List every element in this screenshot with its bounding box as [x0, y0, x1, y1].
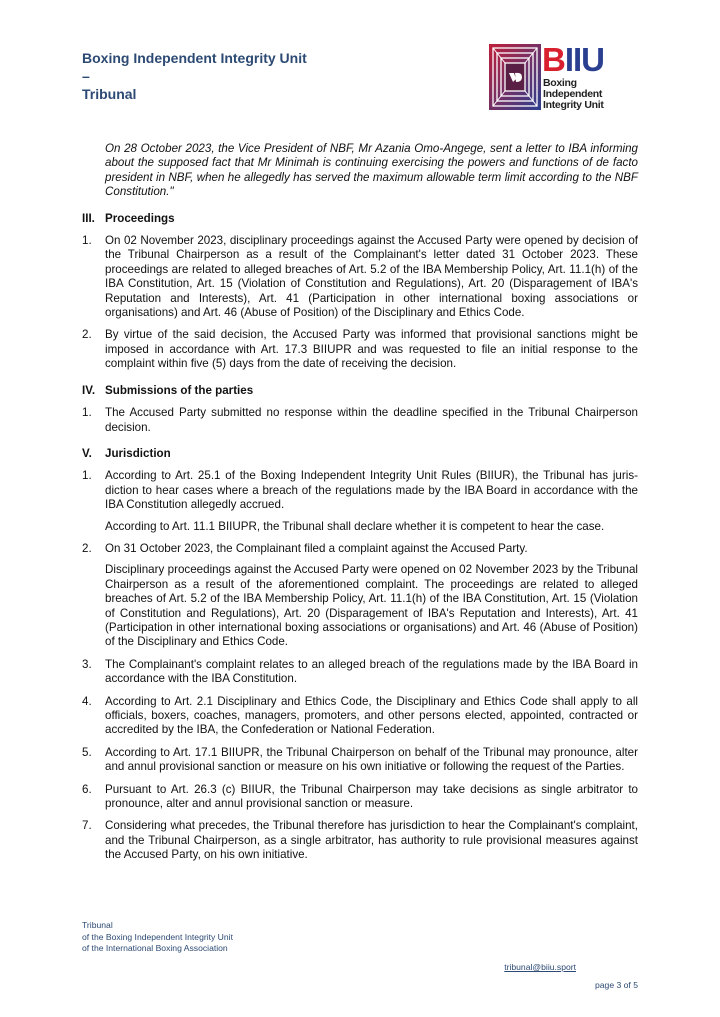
paragraph-body [105, 819, 638, 862]
paragraph-text: Pursuant to Art. 26.3 (c) BIIUR, the Tribunal Chairperson may take decisions as single arbitrator to pronounce, alter and annul provisional sanction or measure. [105, 782, 638, 811]
footer-email-link[interactable]: tribunal@biiu.sport [504, 962, 576, 972]
paragraph-body [105, 406, 638, 435]
section-title: Jurisdiction [105, 446, 171, 460]
document-body [82, 142, 638, 863]
paragraph-body [105, 783, 638, 812]
paragraph-text: On 02 November 2023, disciplinary proceedings against the Accused Party were opened by decision of the Tribunal Chairperson as a result of the Complainant's letter dated 31 October 2023. These proceedings are related to alleged breaches of Art. 5.2 of the IBA Membership Policy, Art. 11.1(h) of the IBA Constitution, Art. 15 (Violation of Constitution and Regulations), Art. 20 (Disparagement of IBA's Reputation and Interests), Art. 41 (Participation in other international boxing associations or organisations) and Art. 46 (Abuse of Position) of the Disciplinary and Ethics Code. [105, 234, 638, 320]
paragraph-text: According to Art. 17.1 BIIUPR, the Tribunal Chairperson on behalf of the Tribunal may pronounce, alter and annul provisional sanction or measure on his own initiative or following the request of the Parties. [105, 745, 638, 774]
quoted-letter-paragraph: On 28 October 2023, the Vice President of NBF, Mr Azania Omo-Angege, sent a letter to IBA informing about the supposed fact that Mr Minimah is continuing exercising the powers and functions of de facto president in NBF, when he allegedly has served the maximum allowable term limit according to the NBF Constitution." [105, 142, 638, 199]
paragraph-number: 6. [82, 782, 92, 796]
paragraph-text: By virtue of the said decision, the Accused Party was informed that provisional sanctions might be imposed in accordance with Art. 17.3 BIIUPR and was requested to file an initial response to the complaint within five (5) days from the date of receiving the decision. [105, 328, 638, 371]
footer-org-line: of the International Boxing Association [82, 943, 228, 953]
header-title-line-1: Boxing Independent Integrity Unit [82, 50, 307, 66]
paragraph-number: 1. [82, 234, 92, 248]
page-number: page 3 of 5 [594, 980, 638, 990]
paragraph-text: According to Art. 25.1 of the Boxing Independent Integrity Unit Rules (BIIUR), the Tribunal has jurisdiction to hear cases where a breach of the regulations made by the IBA Board in accordance with the IBA Constitution allegedly accrued. [105, 469, 638, 512]
logo-text-line: Independent [543, 88, 603, 100]
numbered-paragraph [82, 658, 638, 687]
paragraph-number: 5. [82, 745, 92, 759]
paragraph-body [105, 542, 638, 650]
paragraph-number: 2. [82, 541, 92, 555]
logo-text-line: Integrity Unit [543, 99, 604, 111]
paragraph-number: 3. [82, 657, 92, 671]
paragraph-body [105, 695, 638, 738]
paragraph-text: On 31 October 2023, the Complainant filed a complaint against the Accused Party. [105, 541, 528, 555]
numbered-paragraph [82, 469, 638, 534]
paragraph-number: 1. [82, 469, 92, 483]
section-heading [82, 447, 638, 461]
numbered-paragraph [82, 542, 638, 650]
footer-org-line: of the Boxing Independent Integrity Unit [82, 931, 233, 942]
paragraph-text: Disciplinary proceedings against the Accused Party were opened on 02 November 2023 by the Tribunal Chairperson as a result of the aforementioned complaint. The proceedings are related to alleged breaches of Art. 5.2 of the IBA Membership Policy, Art. 11.1(h) of the IBA Constitution, Art. 15 (Violation of Constitution and Regulations), Art. 20 (Disparagement of IBA's Reputation and Interests), Art. 41 (Participation in other international boxing associations or organisations) and Art. 46 (Abuse of Position) of the Disciplinary and Ethics Code. [105, 563, 638, 649]
section-number: III. [82, 211, 95, 225]
logo-acronym-b: B [542, 41, 565, 78]
paragraph-text: Considering what precedes, the Tribunal therefore has jurisdiction to hear the Complainant's complaint, and the Tribunal Chairperson, as a single arbitrator, has authority to rule provisional measures against the Accused Party, on his own initiative. [105, 819, 638, 862]
numbered-paragraph [82, 328, 638, 371]
footer-organization [82, 920, 233, 955]
paragraph-body [105, 746, 638, 775]
numbered-paragraph [82, 746, 638, 775]
section-title: Submissions of the parties [105, 383, 254, 397]
paragraph-text: According to Art. 11.1 BIIUPR, the Tribunal shall declare whether it is competent to hear the case. [105, 519, 605, 533]
header-title-dash: – [82, 68, 90, 84]
section-number: IV. [82, 383, 96, 397]
numbered-paragraph [82, 234, 638, 320]
paragraph-number: 1. [82, 406, 92, 420]
footer-org-line: Tribunal [82, 920, 113, 930]
logo-text [543, 78, 604, 111]
paragraph-body [105, 658, 638, 687]
logo-text-line: Boxing [543, 77, 577, 89]
section-number: V. [82, 446, 92, 460]
paragraph-number: 4. [82, 694, 92, 708]
numbered-paragraph [82, 783, 638, 812]
biiu-logo [489, 42, 639, 114]
paragraph-body [105, 469, 638, 534]
paragraph-number: 2. [82, 328, 92, 342]
paragraph-number: 7. [82, 819, 92, 833]
section-title: Proceedings [105, 211, 175, 225]
document-header-title [82, 49, 307, 103]
numbered-paragraph [82, 819, 638, 862]
sections-container [82, 212, 638, 863]
paragraph-body [105, 328, 638, 371]
paragraph-text: The Complainant's complaint relates to an alleged breach of the regulations made by the IBA Board in accordance with the IBA Constitution. [105, 657, 638, 686]
logo-acronym [542, 43, 604, 76]
header-title-line-3: Tribunal [82, 86, 137, 102]
numbered-paragraph [82, 695, 638, 738]
paragraph-text: According to Art. 2.1 Disciplinary and Ethics Code, the Disciplinary and Ethics Code shall apply to all officials, boxers, coaches, managers, promoters, and other persons elected, appointed, contracted or accredited by the IBA, the Confederation or National Federation. [105, 694, 638, 737]
boxing-ring-logo-icon [489, 44, 541, 110]
section-heading [82, 212, 638, 226]
paragraph-body [105, 234, 638, 320]
paragraph-text: The Accused Party submitted no response within the deadline specified in the Tribunal Chairperson decision. [105, 406, 638, 434]
section-heading [82, 384, 638, 398]
logo-acronym-iiu: IIU [564, 41, 605, 78]
numbered-paragraph [82, 406, 638, 435]
